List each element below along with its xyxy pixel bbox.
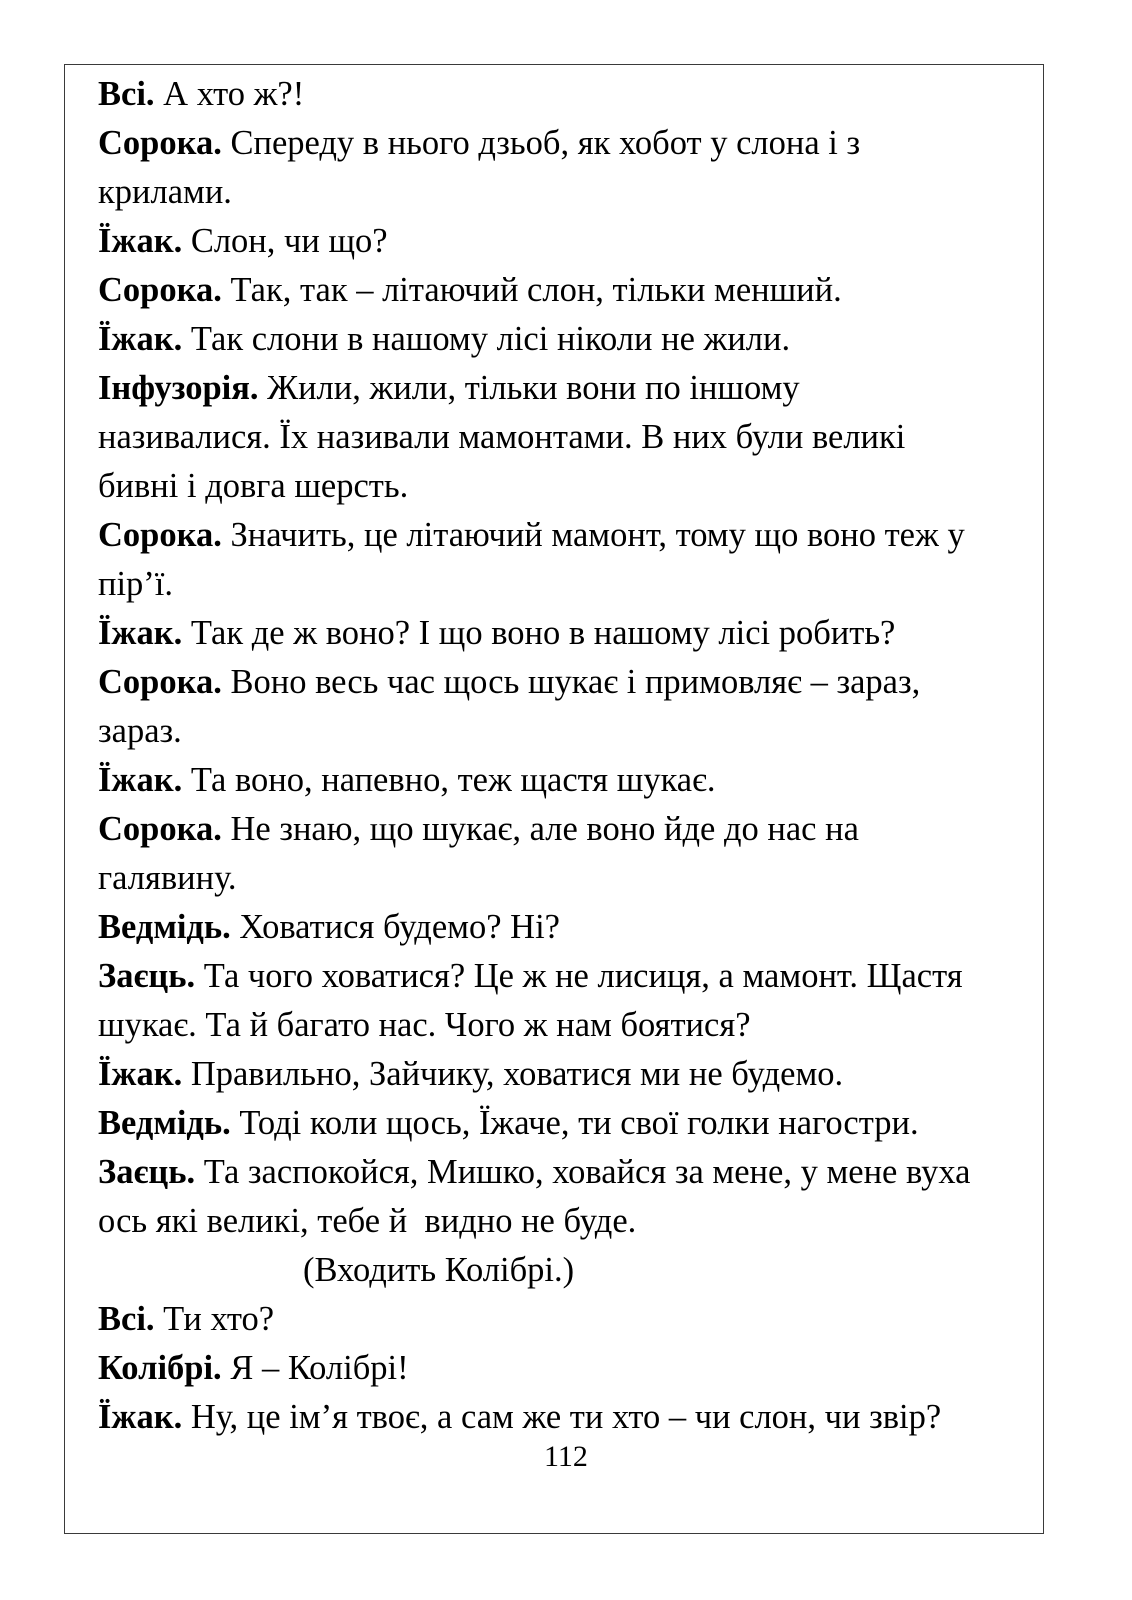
dialogue-line (98, 658, 1043, 707)
speaker-name: Колібрі. (98, 1349, 222, 1387)
line-text: називалися. Їх називали мамонтами. В них були великі (98, 418, 906, 456)
speaker-name: Їжак. (98, 1055, 183, 1093)
speaker-name: Сорока. (98, 124, 222, 162)
dialogue-line (98, 266, 1043, 315)
dialogue-line (98, 952, 1043, 1001)
speaker-name: Сорока. (98, 516, 222, 554)
line-text: Так де ж воно? І що воно в нашому лісі робить? (182, 614, 896, 652)
speaker-name: Сорока. (98, 663, 222, 701)
dialogue-line (98, 1295, 1043, 1344)
dialogue-line (98, 1148, 1043, 1197)
dialogue-line (98, 1393, 1043, 1442)
speaker-name: Інфузорія. (98, 369, 259, 407)
dialogue-line (98, 756, 1043, 805)
dialogue-line (98, 805, 1043, 854)
stage-direction (98, 1246, 1043, 1295)
line-text: Тоді коли щось, Їжаче, ти свої голки нагостри. (230, 1104, 919, 1142)
page-number: 112 (544, 1440, 588, 1473)
speaker-name: Їжак. (98, 761, 183, 799)
line-text: Та чого ховатися? Це ж не лисиця, а мамонт. Щастя (195, 957, 963, 995)
dialogue-line (98, 217, 1043, 266)
line-text: Так, так – літаючий слон, тільки менший. (221, 271, 842, 309)
line-text: ось які великі, тебе й видно не буде. (98, 1202, 637, 1240)
speaker-name: Сорока. (98, 271, 222, 309)
stage-direction-text: (Входить Колібрі.) (303, 1251, 575, 1289)
dialogue-line (98, 854, 1043, 903)
speaker-name: Їжак. (98, 614, 183, 652)
dialogue-line (98, 168, 1043, 217)
speaker-name: Їжак. (98, 222, 183, 260)
speaker-name: Заєць. (98, 1153, 196, 1191)
dialogue-line (98, 462, 1043, 511)
line-text: Ховатися будемо? Ні? (230, 908, 560, 946)
line-text: Правильно, Зайчику, ховатися ми не будемо. (182, 1055, 844, 1093)
line-text: Та воно, напевно, теж щастя шукає. (182, 761, 716, 799)
line-text: Так слони в нашому лісі ніколи не жили. (182, 320, 791, 358)
line-text: зараз. (98, 712, 182, 750)
dialogue-line (98, 315, 1043, 364)
line-text: Слон, чи що? (182, 222, 388, 260)
speaker-name: Їжак. (98, 1398, 183, 1436)
line-text: Ну, це ім’я твоє, а сам же ти хто – чи слон, чи звір? (182, 1398, 942, 1436)
line-text: шукає. Та й багато нас. Чого ж нам боятися? (98, 1006, 751, 1044)
dialogue-line (98, 413, 1043, 462)
speaker-name: Всі. (98, 75, 155, 113)
dialogue-line (98, 609, 1043, 658)
line-text: Ти хто? (154, 1300, 275, 1338)
dialogue-line (98, 1050, 1043, 1099)
line-text: крилами. (98, 173, 232, 211)
dialogue-line (98, 707, 1043, 756)
line-text: Значить, це літаючий мамонт, тому що воно теж у (221, 516, 965, 554)
dialogue-line (98, 1001, 1043, 1050)
play-text (98, 70, 1043, 1442)
dialogue-line (98, 903, 1043, 952)
speaker-name: Ведмідь. (98, 908, 231, 946)
dialogue-line (98, 119, 1043, 168)
dialogue-line (98, 1344, 1043, 1393)
speaker-name: Заєць. (98, 957, 196, 995)
line-text: Жили, жили, тільки вони по іншому (258, 369, 800, 407)
speaker-name: Ведмідь. (98, 1104, 231, 1142)
dialogue-line (98, 70, 1043, 119)
dialogue-line (98, 560, 1043, 609)
line-text: галявину. (98, 859, 237, 897)
line-text: Спереду в нього дзьоб, як хобот у слона і з (221, 124, 861, 162)
line-text: Я – Колібрі! (221, 1349, 409, 1387)
speaker-name: Всі. (98, 1300, 155, 1338)
line-text: Не знаю, що шукає, але воно йде до нас на (221, 810, 859, 848)
line-text: Та заспокойся, Мишко, ховайся за мене, у мене вуха (195, 1153, 971, 1191)
dialogue-line (98, 364, 1043, 413)
line-text: Воно весь час щось шукає і примовляє – зараз, (221, 663, 921, 701)
dialogue-line (98, 511, 1043, 560)
line-text: бивні і довга шерсть. (98, 467, 409, 505)
speaker-name: Їжак. (98, 320, 183, 358)
speaker-name: Сорока. (98, 810, 222, 848)
line-text: пір’ї. (98, 565, 173, 603)
dialogue-line (98, 1197, 1043, 1246)
line-text: А хто ж?! (154, 75, 305, 113)
dialogue-line (98, 1099, 1043, 1148)
